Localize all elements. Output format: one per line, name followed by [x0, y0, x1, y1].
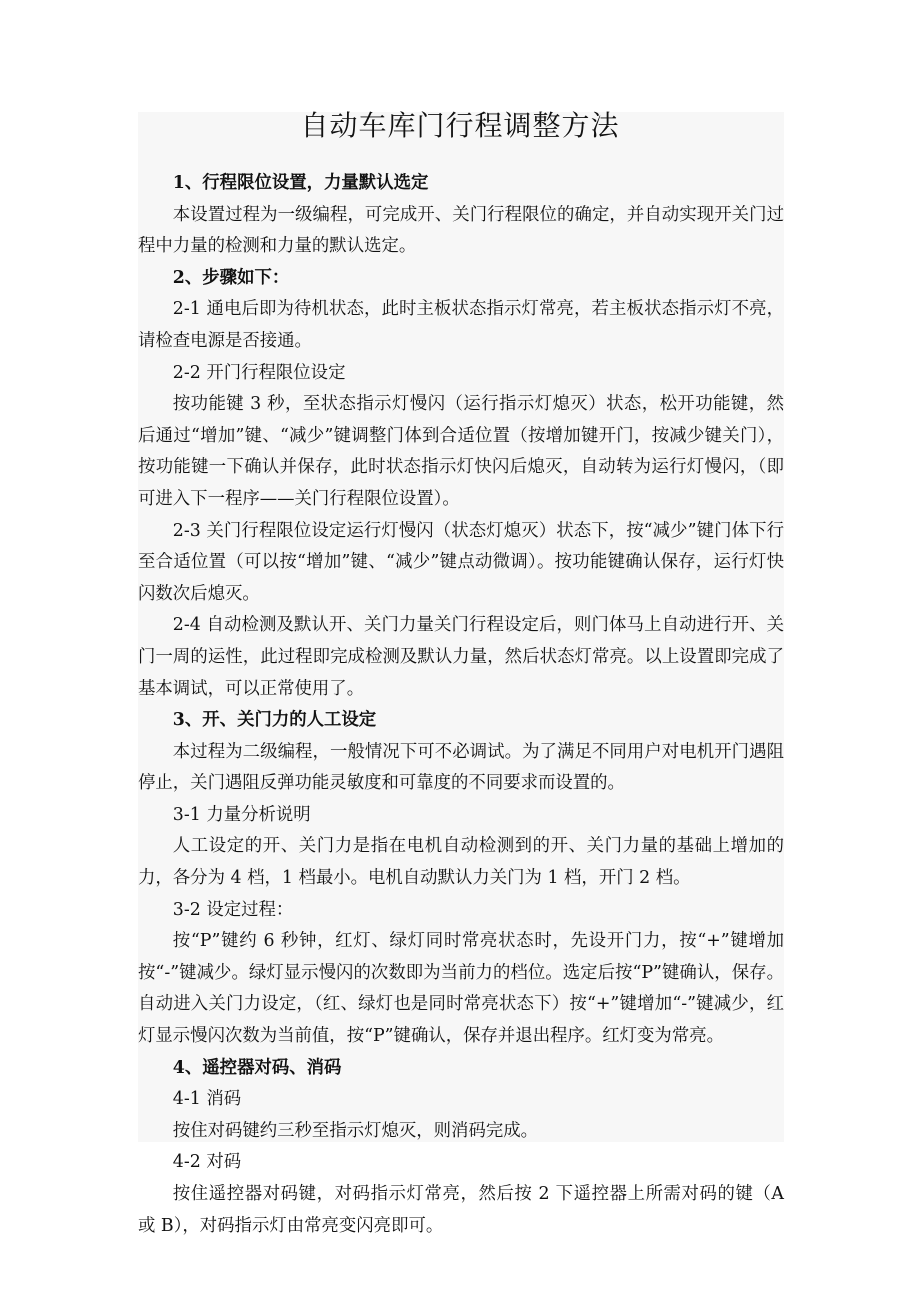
paragraph: 按“P”键约 6 秒钟，红灯、绿灯同时常亮状态时，先设开门力，按“+”键增加按“-”键减少。绿灯显示慢闪的次数即为当前力的档位。选定后按“P”键确认，保存。自动进入关门力设定，（红、绿灯也是同时常亮状态下）按“+”键增加“-”键减少，红灯显示慢闪次数为当前值，按“P”键确认，保存并退出程序。红灯变为常亮。 [138, 931, 784, 1047]
section-heading-1: 1、行程限位设置，力量默认选定 [172, 173, 429, 193]
section-heading-3: 3、开、关门力的人工设定 [172, 710, 377, 731]
paragraph: 2-1 通电后即为待机状态，此时主板状态指示灯常亮，若主板状态指示灯不亮，请检查电源是否接通。 [138, 299, 784, 351]
section-heading-2: 2、步骤如下： [172, 267, 290, 288]
paragraph: 本过程为二级编程，一般情况下可不必调试。为了满足不同用户对电机开门遇阻停止，关门遇阻反弹功能灵敏度和可靠度的不同要求而设置的。 [138, 741, 784, 794]
subsection-title: 3-1 力量分析说明 [172, 804, 311, 825]
paragraph: 按住遥控器对码键，对码指示灯常亮，然后按 2 下遥控器上所需对码的键（A 或 B），对码指示灯由常亮变闪亮即可。 [138, 1184, 784, 1236]
paragraph: 2-4 自动检测及默认开、关门力量关门行程设定后，则门体马上自动进行开、关门一周的运性，此过程即完成检测及默认力量，然后状态灯常亮。以上设置即完成了基本调试，可以正常使用了。 [138, 615, 784, 699]
document-title: 自动车库门行程调整方法 [300, 109, 620, 142]
subsection-title: 4-1 消码 [172, 1089, 242, 1110]
paragraph: 本设置过程为一级编程，可完成开、关门行程限位的确定，并自动实现开关门过程中力量的检测和力量的默认选定。 [138, 204, 784, 257]
paragraph: 人工设定的开、关门力是指在电机自动检测到的开、关门力量的基础上增加的力，各分为 4 档，1 档最小。电机自动默认力关门为 1 档，开门 2 档。 [138, 836, 784, 889]
document-body [138, 168, 784, 1242]
subsection-title: 4-2 对码 [172, 1152, 242, 1173]
subsection-title: 2-2 开门行程限位设定 [172, 362, 346, 383]
section-heading-4: 4、遥控器对码、消码 [172, 1057, 342, 1078]
paragraph: 2-3 关门行程限位设定运行灯慢闪（状态灯熄灭）状态下，按“减少”键门体下行至合适位置（可以按“增加”键、“减少”键点动微调）。按功能键确认保存，运行灯快闪数次后熄灭。 [138, 520, 784, 604]
paragraph: 按功能键 3 秒，至状态指示灯慢闪（运行指示灯熄灭）状态，松开功能键，然后通过“增加”键、“减少”键调整门体到合适位置（按增加键开门，按减少键关门），按功能键一下确认并保存，此时状态指示灯快闪后熄灭，自动转为运行灯慢闪，（即可进入下一程序——关门行程限位设置）。 [138, 394, 784, 509]
subsection-title: 3-2 设定过程： [172, 899, 294, 920]
paragraph: 按住对码键约三秒至指示灯熄灭，则消码完成。 [172, 1120, 539, 1141]
